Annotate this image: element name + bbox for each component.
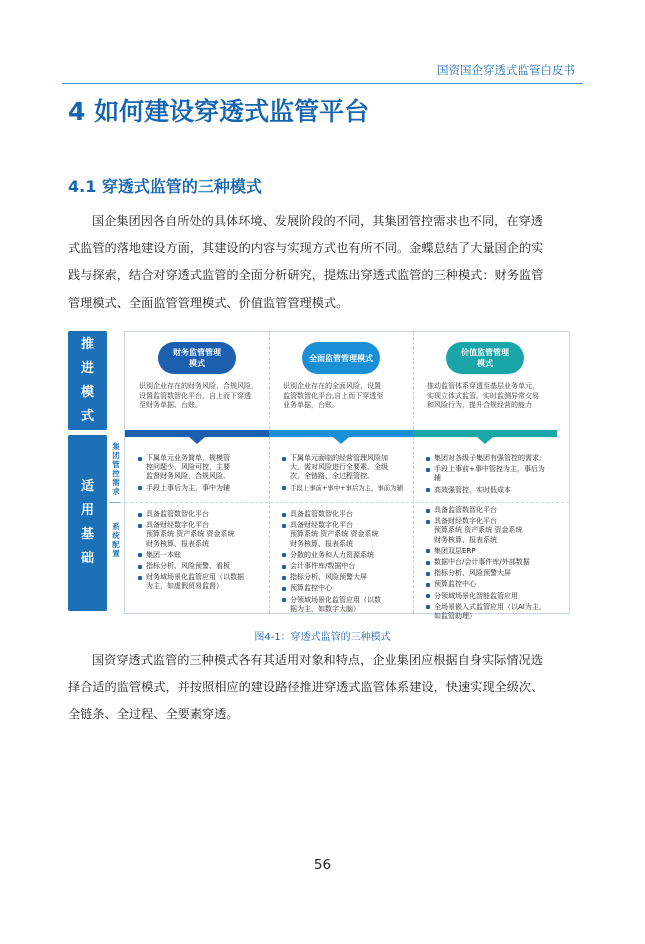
desc-line: 和风险行为，提升合规经营的能力: [427, 401, 532, 409]
item-line: 全场景嵌入式监管应用（以AI为主，: [434, 602, 546, 611]
item-line: 具备监管数智化平台: [146, 510, 209, 518]
paragraph-intro: [68, 208, 568, 317]
list-item: [281, 521, 409, 549]
paragraph-line: 践与探索，结合对穿透式监管的全面分析研究，提炼出穿透式监管的三种模式：财务监管: [68, 268, 544, 283]
down-arrow-icon: [477, 437, 493, 444]
paragraph-line: 国资穿透式监管的三种模式各有其适用对象和特点，企业集团应根据自身实际情况选: [92, 653, 543, 667]
item-line: 手段上事后为主，事中为辅: [146, 483, 230, 492]
pill-text: 模式: [189, 359, 205, 368]
item-line: 分散的业务和人力资源系统: [290, 550, 374, 559]
label-char: 团: [112, 451, 120, 460]
list-item: [425, 517, 553, 545]
sublabel-divider: [109, 502, 121, 503]
list-item: [281, 551, 409, 560]
label-char: 控: [112, 469, 120, 478]
item-line: 预算监控中心: [434, 580, 476, 589]
pill-text: 财务监管管理: [173, 348, 221, 357]
list-item: [425, 465, 553, 483]
label-char: 模: [80, 384, 94, 400]
item-line: 预算系统 资产系统 资金系统: [290, 530, 379, 539]
desc-line: 设置监管数智化平台，自上而下穿透: [139, 391, 251, 400]
pill-text: 价值监管管理: [461, 348, 509, 357]
list-item: [425, 506, 553, 515]
page-number: 56: [313, 857, 332, 873]
item-line: 具备监管数智化平台: [434, 506, 497, 514]
pill-text: 全面监管管理模式: [309, 353, 373, 363]
item-line: 预算系统 资产系统 资金系统: [146, 530, 235, 539]
header-rule: [62, 83, 583, 84]
mode-title-pill: [302, 342, 380, 374]
down-arrow-icon: [189, 437, 205, 444]
desc-line: 识别企业存在的财务风险、合规风险，: [139, 382, 258, 390]
mode-column-financial: [125, 332, 269, 613]
list-item: [137, 551, 265, 560]
item-line: 下属单元业务简单，规模管: [146, 454, 230, 462]
item-line: 指标分析、风险预警、看板: [146, 562, 230, 571]
item-line: 集团双层ERP: [434, 546, 476, 555]
list-item: [281, 584, 409, 593]
color-band: [125, 430, 269, 437]
sublabel-group-control-needs: [109, 442, 123, 496]
chapter-title: 4 如何建设穿透式监管平台: [68, 97, 370, 126]
item-line: 下属单元面临的经营管理风险加: [290, 454, 388, 462]
item-line: 预算监控中心: [290, 584, 332, 593]
mode-title-pill: [446, 342, 524, 374]
paragraph-line: 国企集团因各自所处的具体环境、发展阶段的不同，其集团管控需求也不同，在穿透: [92, 214, 543, 228]
label-char: 集: [112, 442, 120, 451]
down-arrow-icon: [333, 437, 349, 444]
paragraph-line: 式监管的落地建设方面，其建设的内容与实现方式也有所不同。金蝶总结了大量国企的实: [68, 241, 544, 256]
system-list: [425, 506, 553, 623]
item-line: 次、全链路、全过程管控。: [290, 472, 374, 481]
label-char: 适: [80, 479, 94, 494]
label-char: 用: [80, 503, 94, 518]
item-line: 财务核算、报表系统: [290, 539, 353, 548]
mode-title-pill: [158, 342, 236, 374]
item-line: 控问题少，风险可控，主要: [146, 463, 230, 472]
item-line: 财务核算、报表系统: [146, 539, 209, 548]
desc-line: 至财务单据、台账。: [139, 401, 202, 409]
figure-caption: 图4-1：穿透式监管的三种模式: [254, 632, 391, 643]
list-item: [425, 592, 553, 601]
color-band: [269, 430, 413, 437]
list-item: [137, 454, 265, 482]
list-item: [137, 562, 265, 571]
pill-text: 模式: [477, 359, 493, 368]
paragraph-line: 全链条、全过程、全要素穿透。: [68, 707, 239, 722]
label-char: 系: [112, 522, 120, 531]
desc-line: 推动监管体系穿透至基层业务单元，: [427, 382, 539, 390]
item-line: 手段上事前+事中管控为主，事后为: [434, 465, 545, 474]
label-char: 置: [112, 549, 120, 558]
list-item: [137, 573, 265, 591]
label-push-mode: [68, 331, 107, 430]
paragraph-line: 管理模式、全面监管管理模式、价值监管管理模式。: [68, 295, 349, 310]
section-title: 4.1 穿透式监管的三种模式: [68, 177, 262, 196]
item-line: 具备财经数字化平台: [290, 521, 353, 530]
item-line: 具备监管数智化平台: [290, 510, 353, 518]
item-line: 预算系统 资产系统 资金系统: [434, 526, 523, 535]
list-item: [137, 521, 265, 549]
label-char: 求: [112, 487, 120, 496]
label-char: 推: [80, 336, 94, 352]
list-item: [425, 558, 553, 567]
label-char: 基: [80, 527, 94, 542]
item-line: 高效强管控，实时低成本: [434, 485, 511, 494]
system-list: [281, 510, 409, 616]
list-item: [425, 486, 553, 495]
mode-description: [427, 382, 551, 411]
mode-column-comprehensive: [269, 332, 413, 613]
item-line: 财务域场景化监管应用（以数据: [146, 573, 244, 582]
needs-list: [425, 454, 553, 497]
item-line: 分领域场景化监管应用（以数: [290, 595, 381, 604]
item-line: 监督财务风险，合规风险。: [146, 472, 230, 481]
item-line: 手段上事前+事中+事后为主，事前为辅: [290, 483, 403, 492]
mode-column-value: [413, 332, 557, 621]
needs-list: [281, 454, 409, 495]
list-item: [281, 484, 409, 493]
desc-line: 实现立体式监管，实时监测异常交易: [427, 391, 539, 400]
needs-list: [137, 454, 265, 495]
item-line: 具备财经数字化平台: [146, 521, 209, 530]
mode-description: [139, 382, 263, 411]
modes-panel: [124, 331, 570, 621]
item-line: 为主，如虚假贸易监督）: [146, 582, 223, 591]
list-item: [425, 547, 553, 556]
label-char: 础: [80, 551, 94, 566]
item-line: 会计事件库/数据中台: [290, 562, 356, 571]
list-item: [281, 562, 409, 571]
item-line: 大，需对风险进行全要素、全级: [290, 463, 388, 472]
label-char: 进: [80, 360, 94, 376]
list-item: [137, 510, 265, 519]
item-line: 集团对各级子集团有强管控的需求;: [434, 454, 542, 462]
list-item: [281, 510, 409, 519]
item-line: 指标分析、风险预警大屏: [434, 569, 511, 578]
label-char: 需: [112, 478, 120, 487]
list-item: [425, 569, 553, 578]
item-line: 具备财经数字化平台: [434, 517, 497, 526]
color-band: [413, 430, 557, 437]
item-line: 辅: [434, 474, 441, 483]
list-item: [281, 573, 409, 582]
mode-description: [283, 382, 407, 411]
list-item: [425, 603, 553, 621]
list-item: [137, 484, 265, 493]
desc-line: 识别企业存在的全面风险，设置: [283, 382, 381, 390]
label-char: 统: [112, 531, 120, 540]
desc-line: 业务单据，台账。: [283, 401, 339, 409]
three-modes-figure: [68, 329, 570, 621]
paragraph-line: 择合适的监管模式，并按照相应的建设路径推进穿透式监管体系建设，快速实现全级次、: [68, 680, 544, 695]
list-item: [281, 596, 409, 614]
system-list: [137, 510, 265, 594]
item-line: 财务核算、报表系统: [434, 535, 497, 544]
desc-line: 监管数智化平台,自上而下穿透至: [283, 391, 384, 400]
label-applicable-basis: [68, 435, 107, 611]
label-char: 式: [80, 408, 94, 424]
item-line: 集团一本账: [146, 550, 181, 559]
item-line: 如监管助理）: [434, 612, 476, 621]
item-line: 据为主，如数字大脑）: [290, 604, 360, 613]
running-header: 国资国企穿透式监管白皮书: [437, 63, 575, 77]
list-item: [281, 454, 409, 482]
list-item: [425, 454, 553, 463]
item-line: 分领域场景化智能监管应用: [434, 591, 518, 600]
item-line: 指标分析、风险预警大屏: [290, 573, 367, 582]
item-line: 数据中台/会计事件库/外部数据: [434, 558, 530, 567]
sublabel-system-config: [109, 522, 123, 558]
paragraph-conclusion: [68, 647, 568, 729]
label-char: 管: [112, 460, 120, 469]
list-item: [425, 580, 553, 589]
label-char: 配: [112, 540, 120, 549]
